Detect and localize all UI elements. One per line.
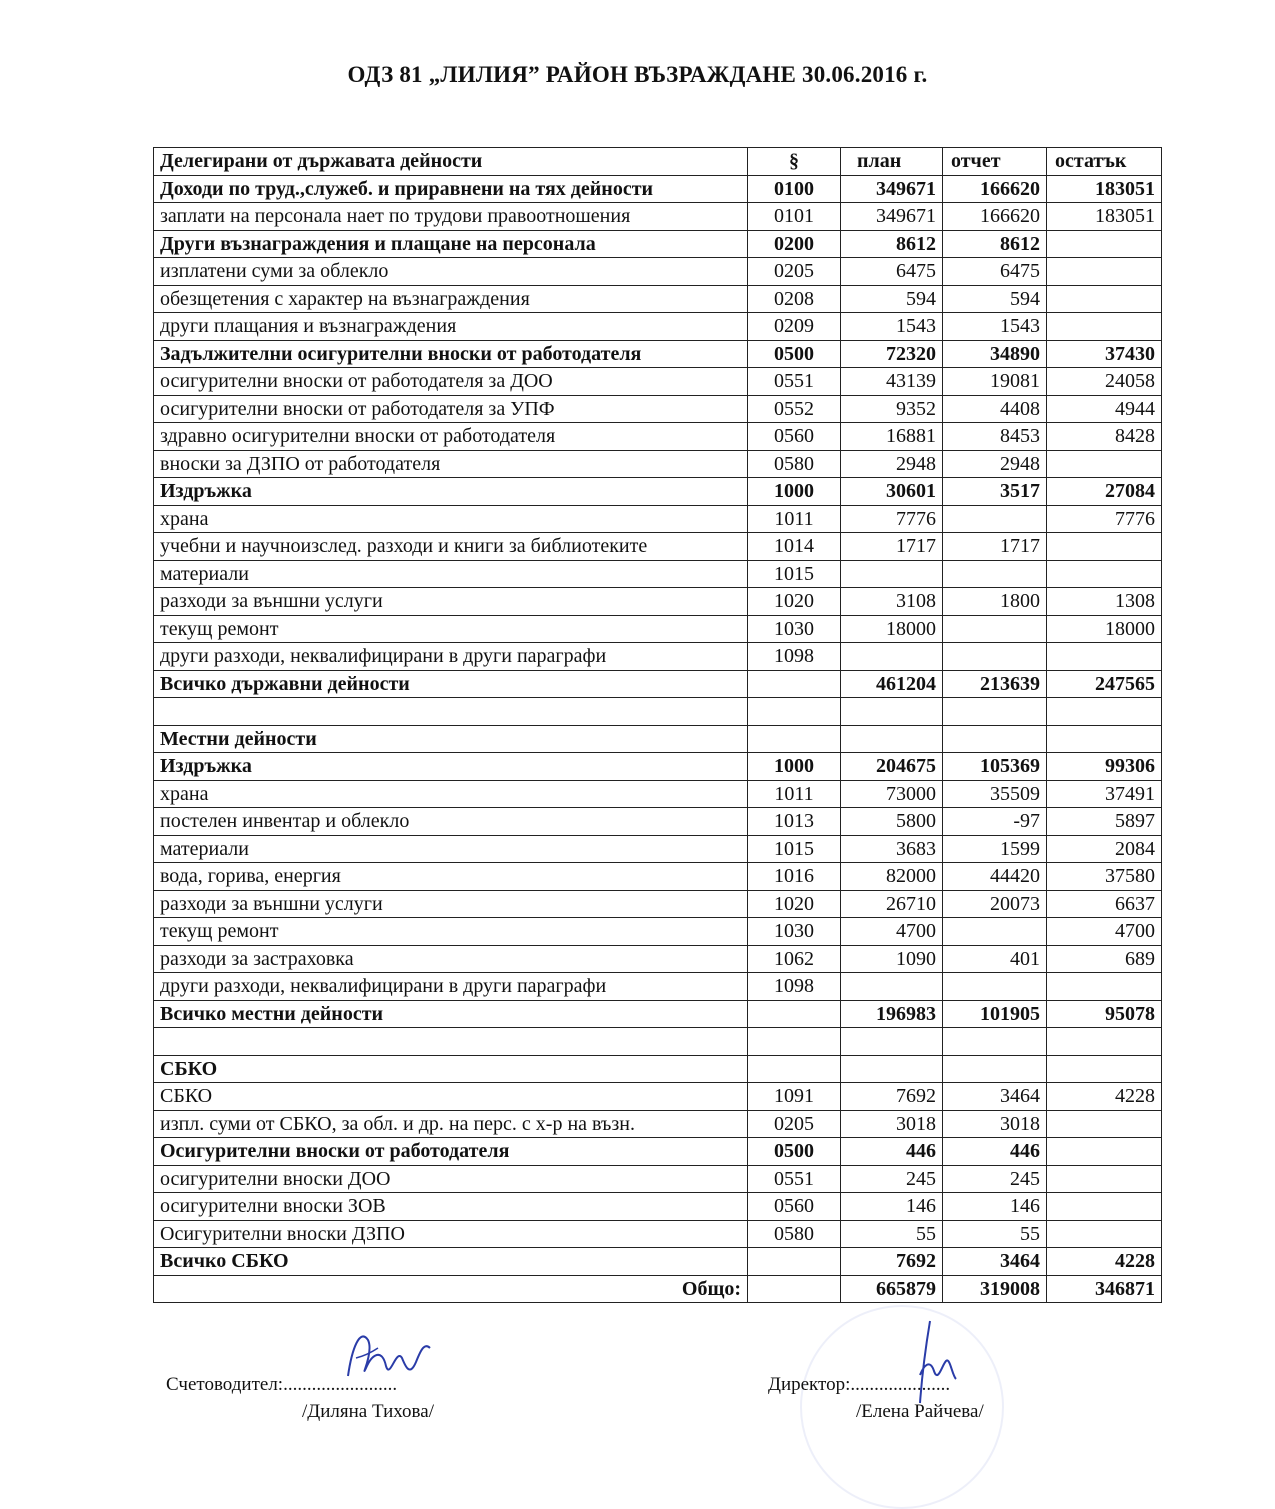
row-plan: 43139 [841,368,943,396]
row-remainder: 8428 [1047,423,1162,451]
row-report: 8612 [943,230,1047,258]
row-label: Други възнаграждения и плащане на персонала [154,230,748,258]
table-row [154,808,1162,836]
row-plan [841,725,943,753]
row-label: текущ ремонт [154,615,748,643]
row-code: 1091 [748,1083,841,1111]
row-code: 1030 [748,615,841,643]
row-label: вноски за ДЗПО от работодателя [154,450,748,478]
row-report: 4408 [943,395,1047,423]
row-remainder [1047,698,1162,726]
row-code [748,698,841,726]
row-report: 1717 [943,533,1047,561]
row-report: 3464 [943,1248,1047,1276]
row-remainder [1047,1110,1162,1138]
row-plan: 245 [841,1165,943,1193]
row-report: -97 [943,808,1047,836]
row-label: Всичко местни дейности [154,1000,748,1028]
row-code [748,1028,841,1056]
row-code: 0209 [748,313,841,341]
row-label: Задължителни осигурителни вноски от работодателя [154,340,748,368]
row-remainder: 27084 [1047,478,1162,506]
row-label: постелен инвентар и облекло [154,808,748,836]
row-report: 3517 [943,478,1047,506]
row-plan: 5800 [841,808,943,836]
row-remainder: 18000 [1047,615,1162,643]
table-row [154,1000,1162,1028]
row-plan: 55 [841,1220,943,1248]
row-remainder: 247565 [1047,670,1162,698]
row-label: осигурителни вноски от работодателя за ДОО [154,368,748,396]
row-report: 8453 [943,423,1047,451]
row-plan: 3683 [841,835,943,863]
row-report: 105369 [943,753,1047,781]
row-code: 0560 [748,1193,841,1221]
row-remainder: 95078 [1047,1000,1162,1028]
row-label: разходи за външни услуги [154,588,748,616]
row-plan: 594 [841,285,943,313]
row-remainder [1047,643,1162,671]
row-report [943,918,1047,946]
table-row [154,1165,1162,1193]
row-report: 34890 [943,340,1047,368]
row-plan: 146 [841,1193,943,1221]
table-row [154,973,1162,1001]
row-code: 1062 [748,945,841,973]
row-code: 0200 [748,230,841,258]
table-row [154,945,1162,973]
header-remainder: остатък [1047,148,1162,176]
row-report: 1800 [943,588,1047,616]
row-plan [841,643,943,671]
table-row [154,1028,1162,1056]
row-plan [841,698,943,726]
row-label [154,1028,748,1056]
row-plan: 1090 [841,945,943,973]
row-label: Осигурителни вноски от работодателя [154,1138,748,1166]
budget-table [153,147,1162,1303]
row-label: Общо: [154,1275,748,1303]
header-label: Делегирани от държавата дейности [154,148,748,176]
row-label: други плащания и възнаграждения [154,313,748,341]
row-code: 1014 [748,533,841,561]
row-label: заплати на персонала нает по трудови правоотношения [154,203,748,231]
row-label: изплатени суми за облекло [154,258,748,286]
row-report: 446 [943,1138,1047,1166]
row-plan [841,1028,943,1056]
row-plan: 9352 [841,395,943,423]
row-remainder: 37580 [1047,863,1162,891]
row-code: 1015 [748,560,841,588]
row-plan: 72320 [841,340,943,368]
row-label: осигурителни вноски от работодателя за УПФ [154,395,748,423]
table-row [154,285,1162,313]
row-code: 0500 [748,1138,841,1166]
row-plan: 349671 [841,175,943,203]
row-report [943,1055,1047,1083]
row-remainder: 4228 [1047,1083,1162,1111]
table-row [154,203,1162,231]
row-remainder: 689 [1047,945,1162,973]
table-row [154,258,1162,286]
row-remainder: 7776 [1047,505,1162,533]
table-row [154,1083,1162,1111]
row-code: 0205 [748,1110,841,1138]
table-row [154,890,1162,918]
table-row [154,560,1162,588]
row-code: 0551 [748,1165,841,1193]
row-label: Издръжка [154,478,748,506]
row-plan: 349671 [841,203,943,231]
row-remainder [1047,313,1162,341]
table-row [154,863,1162,891]
row-code: 0500 [748,340,841,368]
row-report: 2948 [943,450,1047,478]
row-report: 20073 [943,890,1047,918]
table-row [154,395,1162,423]
row-label: Местни дейности [154,725,748,753]
row-report [943,973,1047,1001]
row-remainder [1047,1028,1162,1056]
row-remainder: 4700 [1047,918,1162,946]
row-plan: 3108 [841,588,943,616]
row-code: 1011 [748,780,841,808]
row-code [748,1275,841,1303]
row-report [943,643,1047,671]
row-report: 319008 [943,1275,1047,1303]
row-label: разходи за застраховка [154,945,748,973]
row-plan: 2948 [841,450,943,478]
row-label: осигурителни вноски ЗОВ [154,1193,748,1221]
row-code: 1030 [748,918,841,946]
row-label: СБКО [154,1083,748,1111]
director-signature [900,1315,990,1415]
row-plan: 196983 [841,1000,943,1028]
row-plan: 8612 [841,230,943,258]
row-code [748,1055,841,1083]
table-row [154,835,1162,863]
row-report [943,725,1047,753]
row-label: храна [154,780,748,808]
row-code: 1020 [748,890,841,918]
table-row [154,478,1162,506]
row-plan: 7692 [841,1083,943,1111]
table-row [154,1220,1162,1248]
row-label [154,698,748,726]
table-row [154,918,1162,946]
row-code: 1016 [748,863,841,891]
row-code: 1098 [748,643,841,671]
row-remainder: 183051 [1047,175,1162,203]
row-remainder [1047,560,1162,588]
row-report: 1543 [943,313,1047,341]
table-row [154,175,1162,203]
row-code: 1013 [748,808,841,836]
row-code [748,1248,841,1276]
accountant-name: /Диляна Тихова/ [302,1401,434,1422]
row-label: храна [154,505,748,533]
table-row [154,313,1162,341]
row-plan: 6475 [841,258,943,286]
row-label: учебни и научноизслед. разходи и книги за библиотеките [154,533,748,561]
row-plan: 446 [841,1138,943,1166]
row-label: изпл. суми от СБКО, за обл. и др. на перс. с х-р на възн. [154,1110,748,1138]
row-label: материали [154,560,748,588]
table-row [154,753,1162,781]
table-row [154,670,1162,698]
row-code: 0580 [748,450,841,478]
header-code: § [748,148,841,176]
row-plan: 204675 [841,753,943,781]
row-plan: 16881 [841,423,943,451]
table-row [154,1055,1162,1083]
row-label: текущ ремонт [154,918,748,946]
row-report: 401 [943,945,1047,973]
row-label: други разходи, неквалифицирани в други параграфи [154,643,748,671]
row-plan [841,560,943,588]
row-plan: 7776 [841,505,943,533]
header-plan: план [841,148,943,176]
row-code: 1020 [748,588,841,616]
row-remainder [1047,1165,1162,1193]
row-code [748,1000,841,1028]
row-remainder: 24058 [1047,368,1162,396]
row-report: 245 [943,1165,1047,1193]
table-row [154,780,1162,808]
row-plan: 18000 [841,615,943,643]
row-remainder [1047,1220,1162,1248]
row-report [943,505,1047,533]
row-report [943,560,1047,588]
row-remainder: 1308 [1047,588,1162,616]
row-remainder: 37491 [1047,780,1162,808]
row-remainder: 99306 [1047,753,1162,781]
table-row [154,725,1162,753]
row-plan: 30601 [841,478,943,506]
row-label: Издръжка [154,753,748,781]
row-remainder [1047,1055,1162,1083]
row-remainder [1047,1193,1162,1221]
table-row [154,643,1162,671]
table-row [154,368,1162,396]
row-code: 0560 [748,423,841,451]
row-plan: 1717 [841,533,943,561]
row-label: Всичко държавни дейности [154,670,748,698]
accountant-role: Счетоводител:........................ [166,1374,398,1395]
row-remainder: 6637 [1047,890,1162,918]
row-code [748,670,841,698]
table-row [154,533,1162,561]
row-remainder [1047,285,1162,313]
row-report: 166620 [943,175,1047,203]
row-report: 44420 [943,863,1047,891]
row-label: Всичко СБКО [154,1248,748,1276]
row-label: здравно осигурителни вноски от работодателя [154,423,748,451]
row-code: 1098 [748,973,841,1001]
row-code: 0208 [748,285,841,313]
director-name: /Елена Райчева/ [856,1401,984,1422]
row-label: други разходи, неквалифицирани в други параграфи [154,973,748,1001]
row-remainder [1047,258,1162,286]
row-label: обезщетения с характер на възнаграждения [154,285,748,313]
row-plan: 73000 [841,780,943,808]
table-row [154,1248,1162,1276]
row-report: 6475 [943,258,1047,286]
row-report: 213639 [943,670,1047,698]
row-report [943,615,1047,643]
row-plan [841,1055,943,1083]
header-report: отчет [943,148,1047,176]
row-code: 0100 [748,175,841,203]
row-label: Осигурителни вноски ДЗПО [154,1220,748,1248]
table-row [154,698,1162,726]
row-plan: 7692 [841,1248,943,1276]
row-report: 594 [943,285,1047,313]
row-plan [841,973,943,1001]
row-remainder [1047,450,1162,478]
table-row [154,1193,1162,1221]
row-report: 101905 [943,1000,1047,1028]
table-row [154,450,1162,478]
row-report: 146 [943,1193,1047,1221]
row-report: 3464 [943,1083,1047,1111]
row-code [748,725,841,753]
row-code: 0205 [748,258,841,286]
row-plan: 3018 [841,1110,943,1138]
row-remainder: 4228 [1047,1248,1162,1276]
document-title: ОДЗ 81 „ЛИЛИЯ” РАЙОН ВЪЗРАЖДАНЕ 30.06.2016 г. [347,62,928,87]
table-row [154,505,1162,533]
row-plan: 26710 [841,890,943,918]
row-remainder: 183051 [1047,203,1162,231]
table-row [154,588,1162,616]
table-row [154,1275,1162,1303]
row-label: Доходи по труд.,служеб. и приравнени на тях дейности [154,175,748,203]
row-plan: 461204 [841,670,943,698]
row-label: вода, горива, енергия [154,863,748,891]
row-code: 1000 [748,753,841,781]
row-remainder [1047,230,1162,258]
row-remainder: 4944 [1047,395,1162,423]
row-plan: 665879 [841,1275,943,1303]
row-remainder [1047,725,1162,753]
row-code: 1011 [748,505,841,533]
table-row [154,615,1162,643]
row-code: 1000 [748,478,841,506]
row-label: разходи за външни услуги [154,890,748,918]
row-remainder [1047,533,1162,561]
row-remainder: 2084 [1047,835,1162,863]
row-report [943,698,1047,726]
row-remainder: 5897 [1047,808,1162,836]
row-code: 0551 [748,368,841,396]
row-code: 0101 [748,203,841,231]
row-report: 1599 [943,835,1047,863]
table-row [154,1138,1162,1166]
row-label: осигурителни вноски ДОО [154,1165,748,1193]
table-row [154,423,1162,451]
row-remainder [1047,973,1162,1001]
row-code: 1015 [748,835,841,863]
row-report: 166620 [943,203,1047,231]
table-row [154,340,1162,368]
row-plan: 1543 [841,313,943,341]
row-report: 55 [943,1220,1047,1248]
row-report: 3018 [943,1110,1047,1138]
table-header-row [154,148,1162,176]
row-code: 0580 [748,1220,841,1248]
row-code: 0552 [748,395,841,423]
row-report [943,1028,1047,1056]
director-role: Директор:..................... [768,1374,951,1395]
table-row [154,230,1162,258]
row-plan: 4700 [841,918,943,946]
row-report: 19081 [943,368,1047,396]
row-report: 35509 [943,780,1047,808]
row-label: материали [154,835,748,863]
row-label: СБКО [154,1055,748,1083]
row-remainder [1047,1138,1162,1166]
row-remainder: 346871 [1047,1275,1162,1303]
table-row [154,1110,1162,1138]
row-plan: 82000 [841,863,943,891]
row-remainder: 37430 [1047,340,1162,368]
